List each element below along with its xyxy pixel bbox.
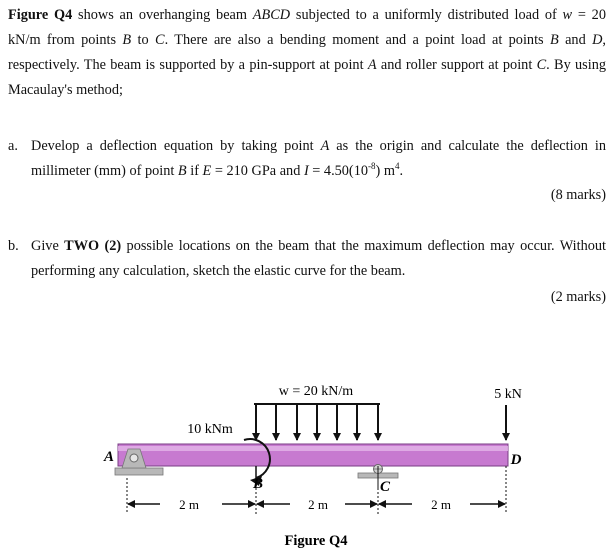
beam-highlight (118, 446, 508, 451)
label-d: D (510, 452, 522, 468)
label-b: B (252, 476, 264, 492)
question-b-label: b. (8, 238, 19, 254)
dimension-ab-label: 2 m (179, 497, 199, 512)
question-a-text: Develop a deflection equation by taking point A as the origin and calculate the deflection in millimeter (mm) of point B if E = 210 GPa and $I = 4.50(10^{-8})$ $m^4$. (31, 138, 606, 179)
udl-label: w = 20 kN/m (278, 384, 354, 399)
dimension-bc-label: 2 m (308, 497, 328, 512)
question-b-text: Give TWO (2) possible locations on the beam that the maximum deflection may occur. Without performing any calculation, sketch the elastic curve for the beam. (31, 238, 607, 279)
question-b (0, 234, 614, 294)
question-a (0, 134, 614, 194)
udl-load (254, 404, 380, 440)
question-b-marks: (2 marks) (550, 289, 606, 305)
question-a-label: a. (8, 138, 18, 154)
point-load-label: 5 kN (494, 387, 522, 402)
label-a: A (103, 449, 115, 465)
beam-figure (0, 370, 614, 553)
figure-reference: Figure Q4 (8, 7, 73, 23)
label-c: C (379, 479, 391, 495)
dimension-cd-label: 2 m (431, 497, 451, 512)
moment-label: 10 kNm (187, 422, 233, 437)
intro-paragraph: Figure Q4 shows an overhanging beam ABCD subjected to a uniformly distributed load of w = 20 kN/m from points B to C. There are also a bending moment and a point load at points B and D, respectively. The beam is supported by a pin-support at point A and roller support at point C. By using Macaulay's method; (8, 7, 606, 98)
figure-caption: Figure Q4 (284, 533, 348, 549)
question-a-marks: (8 marks) (550, 187, 606, 203)
